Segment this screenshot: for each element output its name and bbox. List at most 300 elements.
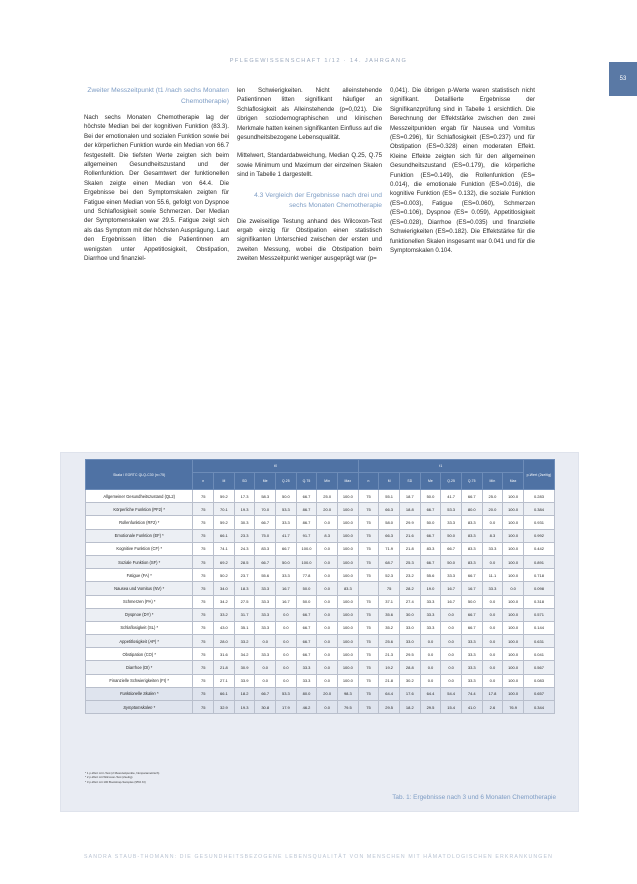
- table-cell-value: 0.0: [441, 608, 462, 621]
- table-cell-scale: Funktionelle Skalen *: [86, 687, 193, 700]
- table-cell-value: 100.0: [503, 569, 524, 582]
- table-cell-value: 27.4: [399, 595, 420, 608]
- table-caption: Tab. 1: Ergebnisse nach 3 und 6 Monaten Chemotherapie: [392, 794, 556, 801]
- table-cell-value: [358, 582, 379, 595]
- table-cell-pvalue: 0.384: [523, 503, 554, 516]
- table-cell-value: 91.7: [296, 529, 317, 542]
- table-cell-value: 75: [193, 687, 214, 700]
- table-cell-value: 19.3: [234, 701, 255, 714]
- table-cell-value: 16.7: [276, 595, 297, 608]
- table-cell-value: 100.0: [503, 529, 524, 542]
- table-cell-value: 21.8: [379, 674, 400, 687]
- table-cell-value: 0.0: [482, 674, 503, 687]
- table-footnotes: [85, 771, 159, 784]
- text-column-middle: [237, 86, 382, 264]
- table-cell-value: 66.3: [379, 529, 400, 542]
- table-cell-pvalue: 0.442: [523, 542, 554, 555]
- table-cell-value: 53.3: [441, 503, 462, 516]
- table-row: [86, 490, 555, 503]
- table-cell-value: 18.7: [399, 490, 420, 503]
- table-cell-value: 75: [358, 529, 379, 542]
- table-subheader-m: M: [214, 473, 235, 490]
- table-cell-value: 55.6: [420, 569, 441, 582]
- table-cell-value: 33.3: [255, 595, 276, 608]
- table-subheader-max: Max: [503, 473, 524, 490]
- table-cell-value: 30.8: [255, 701, 276, 714]
- table-cell-value: 17.6: [399, 687, 420, 700]
- table-cell-value: 33.0: [399, 635, 420, 648]
- table-cell-value: 35.6: [379, 608, 400, 621]
- table-cell-value: 20.0: [317, 687, 338, 700]
- table-cell-value: 100.0: [338, 648, 359, 661]
- table-cell-value: 46.2: [296, 701, 317, 714]
- table-cell-value: 0.0: [317, 608, 338, 621]
- table-cell-value: 50.0: [276, 555, 297, 568]
- table-cell-value: 0.0: [420, 648, 441, 661]
- table-cell-value: 33.2: [214, 608, 235, 621]
- table-cell-value: 75: [358, 555, 379, 568]
- table-cell-value: 75: [358, 674, 379, 687]
- table-cell-value: 2.6: [482, 701, 503, 714]
- table-cell-value: 0.0: [482, 635, 503, 648]
- table-cell-value: 33.2: [234, 635, 255, 648]
- table-cell-value: 0.0: [276, 661, 297, 674]
- table-cell-value: 33.3: [441, 516, 462, 529]
- table-cell-value: 66.7: [420, 529, 441, 542]
- table-cell-value: 18.8: [399, 503, 420, 516]
- table-cell-pvalue: 0.718: [523, 569, 554, 582]
- table-cell-value: 75: [193, 569, 214, 582]
- table-corner-label: Skala / EORTC QLQ-C30 (n=75): [86, 460, 193, 490]
- table-subheader-q25: Q.25: [276, 473, 297, 490]
- table-cell-value: 23.3: [234, 529, 255, 542]
- table-cell-value: 28.8: [399, 661, 420, 674]
- table-subheader-sd: SD: [234, 473, 255, 490]
- table-cell-value: 21.3: [379, 648, 400, 661]
- table-cell-value: 100.0: [338, 635, 359, 648]
- table-cell-value: 100.0: [503, 516, 524, 529]
- table-cell-value: 55.6: [255, 569, 276, 582]
- table-cell-value: 75: [358, 635, 379, 648]
- table-cell-value: 0.0: [317, 648, 338, 661]
- text-column-left: [84, 86, 229, 264]
- table-cell-value: 66.7: [296, 608, 317, 621]
- table-cell-value: 0.0: [420, 661, 441, 674]
- table-cell-value: 100.0: [338, 674, 359, 687]
- table-cell-pvalue: 0.344: [523, 701, 554, 714]
- table-cell-value: 66.7: [255, 516, 276, 529]
- table-cell-value: 75: [358, 542, 379, 555]
- table-cell-value: 86.7: [296, 516, 317, 529]
- table-row: [86, 648, 555, 661]
- table-row: [86, 674, 555, 687]
- table-cell-value: 17.9: [276, 701, 297, 714]
- table-cell-value: 0.0: [503, 582, 524, 595]
- table-cell-value: 19.3: [234, 503, 255, 516]
- footnote-3: * 3 p-Wert mit 100 Bootstrap-Samples (95% KI): [85, 779, 146, 784]
- paragraph-right-1: 0,041). Die übrigen p-Werte waren statistisch nicht signifikant. Detaillierte Ergebnisse der Signifikanzprüfung sind in Tabelle 1 ersichtlich. Die Berechnung der Effektstärke zwischen den zwei Messzeitpunkten ergab für Nausea und Vomitus (ES=0.296), für Schlaflosigkeit (ES=0.237) und für Obstipation (ES=0.328) einen moderaten Effekt. Kleine Effekte zeigten sich für den allgemeinen Gesundheitszustand (ES=0.179), die körperliche Funktion (ES=0.149), die Rollenfunktion (ES= 0.014), die emotionale Funktion (ES=0.016), die kognitive Funktion (ES= 0.132), die soziale Funktion (ES=0.003), Fatigue (ES=0.060), Schmerzen (ES=0.106), Dyspnoe (ES= 0.059), Appetitlosigkeit (ES=0.028), Diarrhoe (ES=0.035) und finanzielle Schwierigkeiten (ES=0.182). Die Effektstärke für die funktionellen Skalen insgesamt war 0.041 und für die Symptomskalen 0.104.: [390, 87, 535, 254]
- table-cell-value: 75: [358, 687, 379, 700]
- table-cell-value: 75: [193, 674, 214, 687]
- table-cell-value: 18.3: [234, 582, 255, 595]
- paragraph-middle-3: Die zweiseitige Testung anhand des Wilcoxon-Test ergab einzig für Obstipation einen statistisch signifikanten Unterschied zwischen der ersten und zweiten Messung, wobei die Obstipation beim zweiten Messzeitpunkt weniger ausgeprägt war (p=: [237, 217, 382, 263]
- table-cell-value: 75: [193, 621, 214, 634]
- table-cell-value: 100.0: [338, 608, 359, 621]
- table-cell-value: 75: [358, 569, 379, 582]
- table-cell-value: 66.7: [420, 555, 441, 568]
- table-row: [86, 595, 555, 608]
- table-cell-value: 74.4: [461, 687, 482, 700]
- table-group-t1: t1: [358, 460, 523, 473]
- table-row: [86, 503, 555, 516]
- table-cell-value: 75: [193, 595, 214, 608]
- table-row: [86, 635, 555, 648]
- table-cell-value: 66.1: [214, 529, 235, 542]
- table-cell-value: 41.0: [461, 701, 482, 714]
- table-cell-scale: Nausea und Vomitus (NV) *: [86, 582, 193, 595]
- table-cell-value: 33.3: [255, 608, 276, 621]
- table-cell-value: 100.0: [503, 490, 524, 503]
- paragraph-middle-1: len Schwierigkeiten. Nicht alleinstehende Patientinnen litten signifikant häufiger an Schlaflosigkeit als Alleinstehende (p=0,021). Die übrigen soziodemographischen und klinischen Merkmale hatten keinen signifikanten Einfluss auf die gesundheitsbezogene Lebensqualität.: [237, 87, 382, 142]
- table-cell-value: 66.7: [461, 569, 482, 582]
- table-cell-value: 8.3: [482, 529, 503, 542]
- table-cell-pvalue: 0.041: [523, 648, 554, 661]
- table-cell-value: 0.0: [317, 621, 338, 634]
- table-cell-value: 27.1: [214, 674, 235, 687]
- table-cell-value: 41.7: [441, 490, 462, 503]
- table-cell-pvalue: 0.657: [523, 687, 554, 700]
- table-cell-value: 23.2: [399, 569, 420, 582]
- table-cell-value: 0.0: [482, 555, 503, 568]
- table-subheader-q75: Q.75: [461, 473, 482, 490]
- table-cell-pvalue: 0.144: [523, 621, 554, 634]
- table-cell-scale: Diarrhoe (DI) *: [86, 661, 193, 674]
- table-cell-value: 0.0: [317, 701, 338, 714]
- table-cell-value: 31.7: [234, 608, 255, 621]
- table-cell-value: 100.0: [338, 555, 359, 568]
- table-cell-value: 0.0: [441, 661, 462, 674]
- table-cell-value: 0.0: [441, 674, 462, 687]
- table-cell-value: 50.0: [441, 555, 462, 568]
- table-cell-value: 29.5: [420, 701, 441, 714]
- table-cell-pvalue: 0.992: [523, 529, 554, 542]
- table-header-pvalue: p-Wert (2seitig): [523, 460, 554, 490]
- table-cell-value: 79.5: [338, 701, 359, 714]
- table-subheader-m: M: [379, 473, 400, 490]
- table-cell-value: 83.3: [461, 542, 482, 555]
- table-cell-scale: Obstipation (CO) *: [86, 648, 193, 661]
- table-subheader-q25: Q.25: [441, 473, 462, 490]
- table-cell-value: 83.3: [461, 555, 482, 568]
- table-cell-value: 100.0: [338, 529, 359, 542]
- table-cell-value: 34.2: [234, 648, 255, 661]
- table-cell-value: 0.0: [441, 621, 462, 634]
- table-cell-value: 66.7: [461, 608, 482, 621]
- table-cell-scale: Kognitive Funktion (CF) *: [86, 542, 193, 555]
- table-cell-value: 33.3: [482, 542, 503, 555]
- table-subheader-min: Min: [482, 473, 503, 490]
- table-cell-value: 33.3: [255, 621, 276, 634]
- table-cell-value: 70.1: [214, 503, 235, 516]
- table-cell-value: 75: [379, 582, 400, 595]
- table-cell-value: 19.2: [379, 661, 400, 674]
- footnote-1: * 1 p-Wert mit t-Test (2 Messzeitpunkte, Nonparametrisch): [85, 770, 160, 775]
- table-subheader-min: Min: [317, 473, 338, 490]
- table-cell-value: 25.0: [482, 490, 503, 503]
- table-cell-pvalue: 0.567: [523, 661, 554, 674]
- table-cell-value: 41.7: [276, 529, 297, 542]
- table-cell-value: 75: [193, 542, 214, 555]
- table-cell-value: 54.4: [441, 687, 462, 700]
- table-cell-value: 29.5: [399, 648, 420, 661]
- table-cell-value: 0.0: [441, 635, 462, 648]
- table-cell-value: 75: [358, 516, 379, 529]
- table-cell-value: 66.7: [441, 542, 462, 555]
- table-cell-value: 20.0: [317, 503, 338, 516]
- table-cell-value: 16.7: [441, 582, 462, 595]
- table-cell-value: 50.0: [461, 595, 482, 608]
- table-cell-value: 35.2: [379, 621, 400, 634]
- table-cell-value: 66.7: [255, 555, 276, 568]
- table-subheader-n: n: [358, 473, 379, 490]
- table-cell-value: 29.5: [379, 701, 400, 714]
- table-cell-value: 18.2: [234, 687, 255, 700]
- table-cell-value: 66.7: [296, 621, 317, 634]
- table-cell-value: 0.0: [482, 648, 503, 661]
- table-subheader-q75: Q.75: [296, 473, 317, 490]
- table-cell-value: 66.7: [461, 490, 482, 503]
- table-cell-pvalue: 0.283: [523, 490, 554, 503]
- table-cell-value: 0.0: [420, 635, 441, 648]
- table-cell-value: 75: [358, 701, 379, 714]
- table-cell-value: 100.0: [503, 648, 524, 661]
- table-cell-value: 21.8: [399, 542, 420, 555]
- table-cell-value: 50.0: [296, 595, 317, 608]
- table-cell-value: 100.0: [503, 687, 524, 700]
- table-cell-value: 98.3: [338, 687, 359, 700]
- table-cell-scale: Finanzielle Schwierigkeiten (FI) *: [86, 674, 193, 687]
- table-cell-value: 0.0: [276, 674, 297, 687]
- table-cell-value: 50.0: [420, 516, 441, 529]
- table-cell-value: 25.0: [317, 490, 338, 503]
- table-cell-value: 100.0: [296, 555, 317, 568]
- table-cell-value: 33.0: [399, 621, 420, 634]
- table-cell-value: 100.0: [338, 503, 359, 516]
- table-cell-value: 0.0: [317, 661, 338, 674]
- table-cell-value: 0.0: [255, 635, 276, 648]
- table-row: [86, 529, 555, 542]
- table-cell-value: 66.7: [276, 542, 297, 555]
- table-cell-value: 28.5: [234, 555, 255, 568]
- table-cell-value: 100.0: [296, 542, 317, 555]
- table-cell-value: 33.9: [234, 674, 255, 687]
- table-cell-value: 0.0: [317, 555, 338, 568]
- table-cell-pvalue: 0.098: [523, 582, 554, 595]
- page-footer: SANDRA STAUB-THOMANN: DIE GESUNDHEITSBEZOGENE LEBENSQUALITÄT VON MENSCHEN MIT HÄMATOLOGISCHEN ERKRANKUNGEN: [83, 854, 554, 860]
- table-cell-value: 21.8: [214, 661, 235, 674]
- table-cell-value: 8.3: [317, 529, 338, 542]
- table-cell-scale: Schlaflosigkeit (SL) *: [86, 621, 193, 634]
- table-cell-value: 50.0: [296, 582, 317, 595]
- table-cell-value: 100.0: [338, 661, 359, 674]
- table-cell-value: 66.7: [296, 635, 317, 648]
- table-cell-value: 58.3: [255, 490, 276, 503]
- table-cell-value: 30.0: [399, 608, 420, 621]
- table-cell-value: 66.7: [296, 648, 317, 661]
- table-cell-value: 33.3: [420, 608, 441, 621]
- table-cell-value: 30.3: [234, 516, 255, 529]
- table-cell-value: 37.1: [379, 595, 400, 608]
- table-cell-scale: Schmerzen (PA) *: [86, 595, 193, 608]
- page-number-tab: [609, 62, 637, 96]
- table-cell-value: 83.3: [461, 529, 482, 542]
- table-row: [86, 661, 555, 674]
- table-cell-value: 34.2: [214, 595, 235, 608]
- table-cell-value: 0.0: [317, 516, 338, 529]
- table-cell-value: 83.3: [420, 542, 441, 555]
- table-cell-value: 33.3: [441, 569, 462, 582]
- table-cell-value: 33.3: [461, 661, 482, 674]
- table-cell-value: 64.4: [379, 687, 400, 700]
- table-cell-value: 75: [193, 516, 214, 529]
- table-cell-value: 83.3: [255, 542, 276, 555]
- table-cell-value: 80.0: [296, 687, 317, 700]
- table-cell-value: 25.6: [379, 635, 400, 648]
- table-cell-value: 0.0: [317, 542, 338, 555]
- section-heading-zweiter-messzeitpunkt: Zweiter Messzeitpunkt (t1 /nach sechs Monaten Chemotherapie): [87, 87, 229, 105]
- table-cell-value: 0.0: [276, 648, 297, 661]
- table-cell-value: 33.3: [296, 674, 317, 687]
- table-subheader-max: Max: [338, 473, 359, 490]
- table-cell-value: 0.0: [482, 516, 503, 529]
- table-cell-value: 50.0: [276, 490, 297, 503]
- table-cell-value: 75: [358, 621, 379, 634]
- table-cell-value: 29.9: [399, 516, 420, 529]
- table-cell-value: 31.6: [214, 648, 235, 661]
- table-cell-value: 83.3: [338, 582, 359, 595]
- table-cell-value: 53.3: [276, 503, 297, 516]
- table-cell-scale: Soziale Funktion (SF) *: [86, 555, 193, 568]
- table-cell-value: 34.0: [214, 582, 235, 595]
- table-cell-value: 0.0: [276, 608, 297, 621]
- table-cell-value: 100.0: [503, 635, 524, 648]
- table-subheader-me: Me: [420, 473, 441, 490]
- table-cell-value: 66.7: [420, 503, 441, 516]
- table-cell-value: 100.0: [338, 621, 359, 634]
- table-cell-pvalue: 0.931: [523, 516, 554, 529]
- table-row: [86, 608, 555, 621]
- table-cell-value: 71.9: [379, 542, 400, 555]
- table-cell-value: 75: [358, 648, 379, 661]
- table-cell-value: 24.3: [234, 542, 255, 555]
- table-cell-value: 28.2: [399, 582, 420, 595]
- table-cell-value: 69.2: [214, 555, 235, 568]
- table-cell-value: 0.0: [317, 595, 338, 608]
- paragraph-left-1: Nach sechs Monaten Chemotherapie lag der höchste Median bei der kognitiven Funktion (83.3). Bei der emotionalen und sozialen Funktion sowie bei der körperlichen Funktion wurde ein Median von 66.7 festgestellt. Die tiefsten Werte zeigten sich beim allgemeinen Gesundheitszustand und der Rollenfunktion. Der Gesamtwert der funktionellen Skalen zeigte einen Median von 64.4. Die Ergebnisse bei den Symptomskalen zeigten für Fatigue einen Median von 55.6, gefolgt von Dyspnoe und Schlaflosigkeit sowie Schmerzen. Der Median der Symptomenskalen war 29.5. Fatigue zeigt sich als das Symptom mit der höchsten Ausprägung. Laut den Ergebnissen litten die Patientinnen am wenigsten unter Appetitlosigkeit, Obstipation, Diarrhoe und finanziel-: [84, 114, 229, 263]
- table-cell-value: 100.0: [503, 555, 524, 568]
- table-cell-value: 35.1: [234, 621, 255, 634]
- table-cell-value: 58.0: [379, 516, 400, 529]
- table-cell-value: 77.8: [296, 569, 317, 582]
- table-cell-value: 55.1: [379, 490, 400, 503]
- table-cell-value: 66.7: [461, 621, 482, 634]
- table-cell-scale: Rollenfunktion (RF2) *: [86, 516, 193, 529]
- table-cell-pvalue: 0.891: [523, 555, 554, 568]
- table-cell-value: 17.8: [482, 687, 503, 700]
- table-cell-value: 33.3: [420, 621, 441, 634]
- table-cell-value: 11.1: [482, 569, 503, 582]
- running-head: PFLEGEWISSENSCHAFT 1/12 · 14. JAHRGANG: [229, 58, 408, 64]
- table-cell-value: 0.0: [482, 621, 503, 634]
- table-cell-value: 16.7: [461, 582, 482, 595]
- table-row: [86, 516, 555, 529]
- table-cell-value: 33.3: [276, 569, 297, 582]
- table-cell-value: 100.0: [503, 608, 524, 621]
- table-cell-value: 43.0: [214, 621, 235, 634]
- table-cell-value: 30.9: [234, 661, 255, 674]
- table-cell-value: 16.7: [276, 582, 297, 595]
- table-cell-value: 68.7: [379, 555, 400, 568]
- table-cell-value: 33.3: [420, 595, 441, 608]
- results-table: [85, 459, 555, 714]
- table-cell-value: 30.2: [399, 674, 420, 687]
- table-cell-value: 0.0: [255, 661, 276, 674]
- table-cell-value: 75: [193, 661, 214, 674]
- table-cell-value: 33.3: [461, 674, 482, 687]
- table-cell-scale: Emotionale Funktion (EF) *: [86, 529, 193, 542]
- footnote-2: * 2 p-Wert mit Wilcoxon-Test (2seitig): [85, 775, 133, 780]
- table-cell-value: 64.4: [420, 687, 441, 700]
- table-cell-scale: Symptomskalen *: [86, 701, 193, 714]
- table-cell-value: 33.3: [255, 582, 276, 595]
- table-cell-pvalue: 0.318: [523, 595, 554, 608]
- table-cell-scale: Appetitlosigkeit (AP) *: [86, 635, 193, 648]
- table-cell-value: 100.0: [503, 503, 524, 516]
- table-row: [86, 542, 555, 555]
- table-cell-value: 100.0: [338, 542, 359, 555]
- table-cell-value: 0.0: [317, 674, 338, 687]
- table-cell-pvalue: 0.083: [523, 674, 554, 687]
- table-cell-value: 75: [193, 555, 214, 568]
- table-cell-value: 27.5: [234, 595, 255, 608]
- table-cell-value: 0.0: [420, 674, 441, 687]
- table-cell-value: 70.0: [255, 503, 276, 516]
- table-cell-value: 75: [193, 490, 214, 503]
- table-cell-value: 21.6: [399, 529, 420, 542]
- table-cell-value: 100.0: [503, 595, 524, 608]
- table-cell-value: 0.0: [276, 635, 297, 648]
- table-cell-value: 66.7: [255, 687, 276, 700]
- table-cell-value: 75: [193, 635, 214, 648]
- table-cell-value: 17.3: [234, 490, 255, 503]
- table-cell-value: 100.0: [503, 542, 524, 555]
- table-cell-value: 50.0: [420, 490, 441, 503]
- table-row: [86, 621, 555, 634]
- table-cell-value: 33.3: [276, 516, 297, 529]
- table-cell-scale: Allgemeiner Gesundheitszustand (QL2): [86, 490, 193, 503]
- table-row: [86, 701, 555, 714]
- table-cell-value: 100.0: [338, 595, 359, 608]
- table-cell-value: 59.2: [214, 516, 235, 529]
- table-cell-value: 50.0: [441, 529, 462, 542]
- table-cell-value: 50.2: [214, 569, 235, 582]
- table-cell-scale: Fatigue (FA) *: [86, 569, 193, 582]
- table-cell-value: 75: [358, 661, 379, 674]
- table-cell-value: 75: [358, 595, 379, 608]
- table-cell-value: 16.7: [441, 595, 462, 608]
- table-cell-value: 33.3: [461, 648, 482, 661]
- table-cell-scale: Körperliche Funktion (PF2) *: [86, 503, 193, 516]
